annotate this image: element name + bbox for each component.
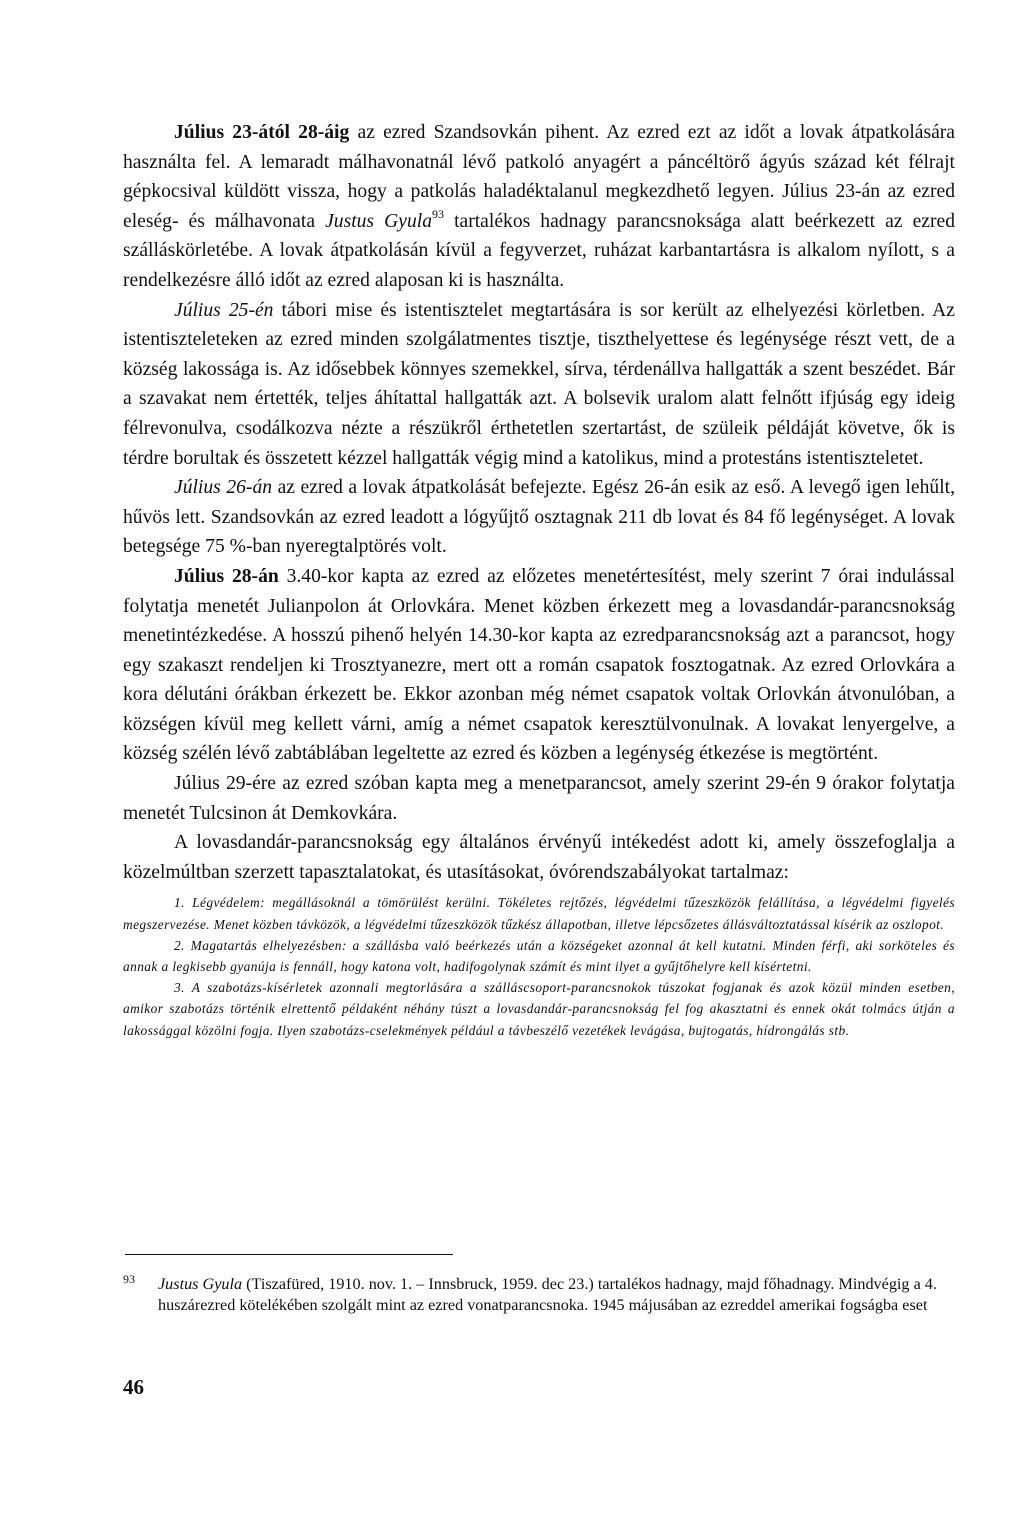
footnote-number: 93 — [123, 1272, 135, 1286]
paragraph-july-25 — [123, 296, 955, 474]
date-heading: Július 25-én — [174, 299, 274, 321]
date-heading: Július 23-ától 28-áig — [174, 122, 350, 143]
footnote-divider — [125, 1254, 453, 1255]
date-heading: Július 26-án — [174, 477, 273, 499]
rule-item: 2. Magatartás elhelyezésben: a szállásba való beérkezés után a községeket azonnal át kell kutatni. Minden férfi, aki sorköteles és annak a legkisebb gyanúja is fennáll, hogy katona volt, hadifogolynak számít és mint ilyet a gyűjtőhelyre kell kísértetni. — [123, 937, 955, 975]
footnote-text — [158, 1274, 943, 1315]
paragraph-text: tábori mise és istentisztelet megtartására is sor került az elhelyezési körletben. Az istentiszteleteken az ezred minden szolgálatmentes tisztje, tiszthelyettese és legénysége részt vett, de a község lakossága is. Az idősebbek könnyes szemekkel, sírva, térdenállva hallgatták a szent beszédet. Bár a szavakat nem értették, teljes áhítattal hallgatták azt. A bolsevik uralom alatt felnőtt ifjúság egy ideig félrevonulva, csodálkozva nézte a részükről érthetetlen szertartást, de szüleik példáját követve, ők is térdre borultak és összetett kézzel hallgatták végig mind a katolikus, mind a protestáns istentiszteletet. — [123, 299, 955, 469]
paragraph-july-26 — [123, 473, 955, 562]
paragraph-july-29: Július 29-ére az ezred szóban kapta meg a menetparancsot, amely szerint 29-én 9 órakor folytatja menetét Tulcsinon át Demkovkára. — [123, 773, 955, 824]
paragraph-july-28 — [123, 562, 955, 769]
paragraph-july-23-28 — [123, 118, 955, 296]
footnote-reference[interactable]: 93 — [432, 206, 445, 221]
paragraph-text: az ezred Szandsovkán pihent. Az ezred ezt az időt a lovak átpatkolására használta fel. A lemaradt málhavonatnál lévő patkoló anyagért a páncéltörő ágyús század két félrajt gépkocsival küldött vissza, hogy a patkolás haladéktalanul megkezdhető legyen. Július 23-án az ezred eleség- és málhavonata — [123, 122, 955, 232]
footnote-body: (Tiszafüred, 1910. nov. 1. – Innsbruck, 1959. dec 23.) tartalékos hadnagy, majd főhadnagy. Mindvégig a 4. huszárezred kötelékében szolgált mint az ezred vonatparancsnoka. 1945 májusában az ezreddel amerikai fogságba eset — [158, 1275, 937, 1314]
person-name: Justus Gyula — [325, 210, 433, 232]
paragraph-text: az ezred a lovak átpatkolását befejezte. Egész 26-án esik az eső. A levegő igen lehűlt, hűvös lett. Szandsovkán az ezred leadott a lógyűjtő osztagnak 211 db lovat és 84 fő legénységet. A lovak betegsége 75 %-ban nyeregtalptörés volt. — [123, 477, 955, 558]
footnote-person-name: Justus Gyula — [158, 1275, 243, 1293]
main-text — [123, 118, 955, 1041]
paragraph-text: tartalékos hadnagy parancsnoksága alatt beérkezett az ezred szálláskörletébe. A lovak átpatkolásán kívül a fegyverzet, ruházat karbantartásra is alkalom nyílott, s a rendelkezésre álló időt az ezred alaposan ki is használta. — [123, 210, 955, 291]
rule-item: 1. Légvédelem: megállásoknál a tömörülést kerülni. Tökéletes rejtőzés, légvédelmi tűzeszközök felállítása, a légvédelmi figyelés megszervezése. Menet közben távközök, a légvédelmi tűzeszközök tűzkész állapotban, illetve lépcsőzetes állásváltoztatással kísérik az oszlopot. — [123, 895, 955, 932]
footnote — [123, 1274, 943, 1315]
paragraph-directive-intro: A lovasdandár-parancsnokság egy általános érvényű intékedést adott ki, amely összefoglalja a közelmúltban szerzett tapasztalatokat, és utasításokat, óvórendszabályokat tartalmaz: — [123, 832, 955, 883]
rule-item: 3. A szabotázs-kísérletek azonnali megtorlására a szálláscsoport-parancsnokok túszokat fogjanak és azok közül minden esetben, amikor szabotázs történik elrettentő példaként néhány túszt a lovasdandár-parancsnokság fel fog akasztatni és ennek okát tolmács útján a lakossággal közölni fogja. Ilyen szabotázs-cselekmények például a távbeszélő vezetékek levágása, bujtogatás, hídrongálás stb. — [123, 980, 955, 1038]
paragraph-text: 3.40-kor kapta az ezred az előzetes menetértesítést, mely szerint 7 órai indulással folytatja menetét Julianpolon át Orlovkára. Menet közben érkezett meg a lovasdandár-parancsnokság menetintézkedése. A hosszú pihenő helyén 14.30-kor kapta az ezredparancsnokság azt a parancsot, hogy egy szakaszt rendeljen ki Trosztyanezre, mert ott a román csapatok fosztogatnak. Az ezred Orlovkára a kora délutáni órákban érkezett be. Ekkor azonban még német csapatok voltak Orlovkán átvonulóban, a községen kívül meg kellett várni, amíg a német csapatok keresztülvonulnak. A lovakat lenyergelve, a község szélén lévő zabtáblában legeltette az ezred és közben a legénység étkezése is megtörtént. — [123, 565, 955, 765]
date-heading: Július 28-án — [174, 565, 279, 587]
directive-rules — [123, 892, 955, 1040]
page-number: 46 — [123, 1375, 144, 1399]
